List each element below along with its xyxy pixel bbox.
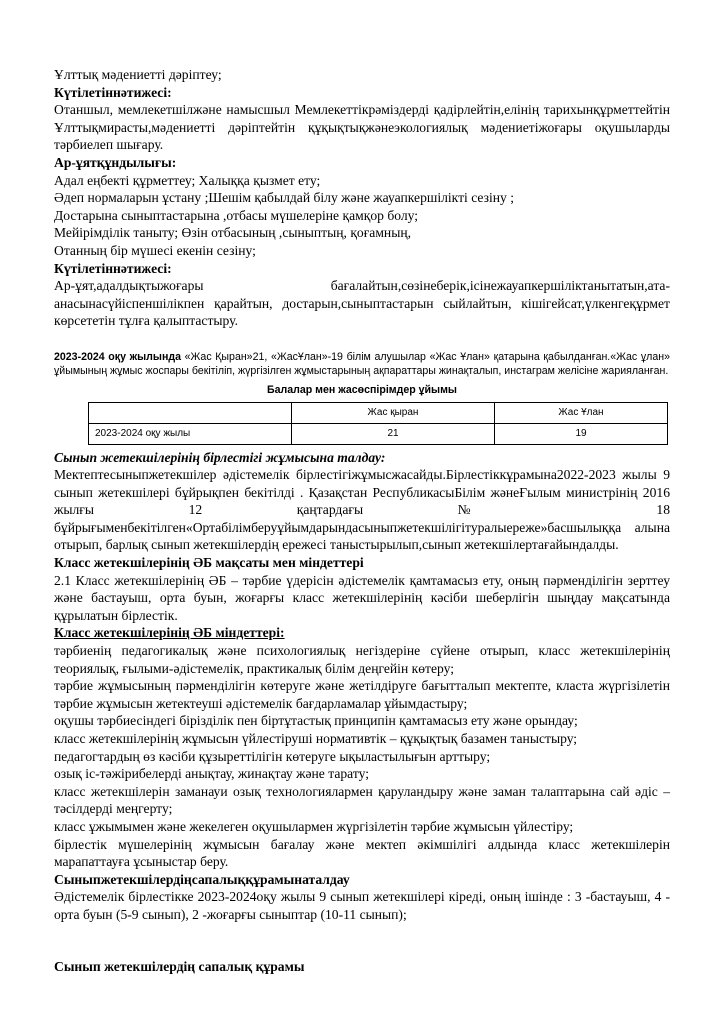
tasks-title: Класс жетекшілерінің ӘБ міндеттері:	[54, 625, 285, 641]
task-item: оқушы тәрбиесіндегі біріздiлік пен біртұтастық принципін қамтамасыз ету және орындау;	[54, 713, 578, 729]
conscience-value-heading: Ар-ұятқұндылығы:	[54, 154, 177, 170]
composition-paragraph: Әдістемелік бірлестікке 2023-2024оқу жылы 9 сынып жетекшілері кіреді, оның ішінде : 3 -бастауыш, 4 - орта буын (5-9 сынып), 2 -жоғарғы сыныптар (10-11 сынып);	[54, 889, 670, 922]
goals-title: Класс жетекшілерінің ӘБ мақсаты мен міндеттері	[54, 555, 364, 571]
expected-result-paragraph-1: Отаншыл, мемлекетшілжәне намысшыл Мемлекеттікрәміздерді қадірлейтін,елінің тарихынқұрметтейтін Ұлттықмирасты,мәдениетті дәріптейтін құқықтықжәнеэкологиялық мәдениетіжоғары оқушыларды тәрбиелеп шығару.	[54, 102, 670, 153]
value-item: Мейірімділік таныту; Өзін отбасының ,сыныптың, қоғамның,	[54, 225, 412, 241]
task-item: тәрбие жұмысының пәрменділігін көтеруге және жетілдіруге бағытталып мектепте, класта жүргізілетін тәрбие жұмысын жетектеуші әдістемелік бағдарламалар ұйымдастыру;	[54, 678, 670, 711]
table-header-row	[89, 402, 668, 423]
table-header-cell: Жас қыран	[292, 402, 495, 423]
value-item: Достарына сыныптастарына ,отбасы мүшелеріне қамқор болу;	[54, 207, 419, 223]
expected-result-paragraph-2: Ар-ұят,адалдықтыжоғары бағалайтын,сөзінеберік,ісінежауапкершіліктанытатын,ата-анасынасүйіспеншілікпен қарайтын, достарын,сыныптастарын сыйлайтын, кішігейсат,үлкенгеқұрмет көрсететін тұлға қалыптастыру.	[54, 278, 670, 329]
final-heading: Сынып жетекшілердің сапалық құрамы	[54, 958, 305, 974]
intro-line: Ұлттық мәдениетті дәріптеу;	[54, 67, 222, 82]
table-cell: 19	[495, 423, 668, 444]
task-item: тәрбиенің педагогикалық және психологиялық негіздеріне сүйене отырып, класс жетекшілерінің теориялық, ғылыми-әдістемелік, практикалық білім деңгейін көтеру;	[54, 643, 670, 676]
expected-result-heading-1: Күтілетіннәтижесі:	[54, 84, 172, 100]
task-item: озық іс-тәжірибелерді анықтау, жинақтау және тарату;	[54, 766, 370, 782]
academic-year-label: 2023-2024 оқу жылында	[54, 350, 181, 363]
analysis-title: Сынып жетекшілерінің бірлестігі жұмысына талдау:	[54, 449, 386, 465]
value-item: Әдеп нормаларын ұстану ;Шешім қабылдай білу және жауапкершілікті сезіну ;	[54, 190, 515, 206]
analysis-paragraph: Мектептесыныпжетекшілер әдістемелік бірлестігіжұмысжасайды.Бірлестіккұрамына2022-2023 жылы 9 сынып жетекшілері бұйрықпен бекітілді . Қазақстан РеспубликасыБілім жәнеҒылым министрінің 2016 жылғы 12 қаңтардағы № 18 бұйрығыменбекітілген«Ортабілімберуұйымдарындасыныпжетекшілігітуралыереже»басшылыққа алына отырып, барлық сынып жетекшілердің ережесі таныстырылып,сынып жетекшілертағайындалды.	[54, 467, 670, 553]
document-page	[54, 66, 670, 975]
task-item: класс ұжымымен және жекелеген оқушылармен жүргізілетін тәрбие жұмысын үйлестіру;	[54, 818, 574, 834]
organization-info-paragraph	[54, 350, 670, 379]
organization-info-text: «Жас Қыран»21, «ЖасҰлан»-19 білім алушылар «Жас Ұлан» қатарына қабылданған.«Жас ұлан» ұйымының жұмыс жоспары бекітіліп, жүргізілген жұмыстарының ақпараттары жинақталып, инстаграм желісіне жарияланған.	[54, 350, 670, 378]
value-item: Адал еңбекті құрметтеу; Халыққа қызмет ету;	[54, 172, 321, 188]
table-header-cell: Жас Ұлан	[495, 402, 668, 423]
task-item: класс жетекшілерін заманауи озық технологиялармен қаруландыру және заман талаптарына сай әдіс – тәсілдерді меңгерту;	[54, 783, 670, 817]
composition-title: Сыныпжетекшілердіңсапалыққұрамынаталдау	[54, 871, 350, 887]
table-cell: 21	[292, 423, 495, 444]
value-item: Отанның бір мүшесі екенін сезіну;	[54, 242, 256, 258]
table-row	[89, 423, 668, 444]
task-item: класс жетекшілерінің жұмысын үйлестіруші нормативтік – құқықтық базамен таныстыру;	[54, 731, 578, 746]
table-cell: 2023-2024 оқу жылы	[89, 423, 292, 444]
expected-result-heading-2: Күтілетіннәтижесі:	[54, 260, 172, 276]
goals-paragraph: 2.1 Класс жетекшілерінің ӘБ – тәрбие үдерісін әдістемелік қамтамасыз ету, оның пәрменділігін зерттеу және бастауыш, орта буын, жоғарғы класс жетекшілерінің кәсіби шеберлігін шыңдау мақсатында құрылатын бірлестік.	[54, 572, 670, 623]
spacer	[54, 924, 670, 958]
youth-organization-table	[88, 402, 668, 445]
table-header-cell	[89, 402, 292, 423]
table-title: Балалар мен жасөспірімдер ұйымы	[267, 383, 457, 396]
task-item: педагогтардың өз кәсіби құзыреттілігін көтеруге ықыластылығын арттыру;	[54, 748, 491, 764]
task-item: бірлестік мүшелерінің жұмысын бағалау және мектеп әкімшілігі алдында класс жетекшілерін марапаттауға ұсыныстар беру.	[54, 836, 670, 870]
